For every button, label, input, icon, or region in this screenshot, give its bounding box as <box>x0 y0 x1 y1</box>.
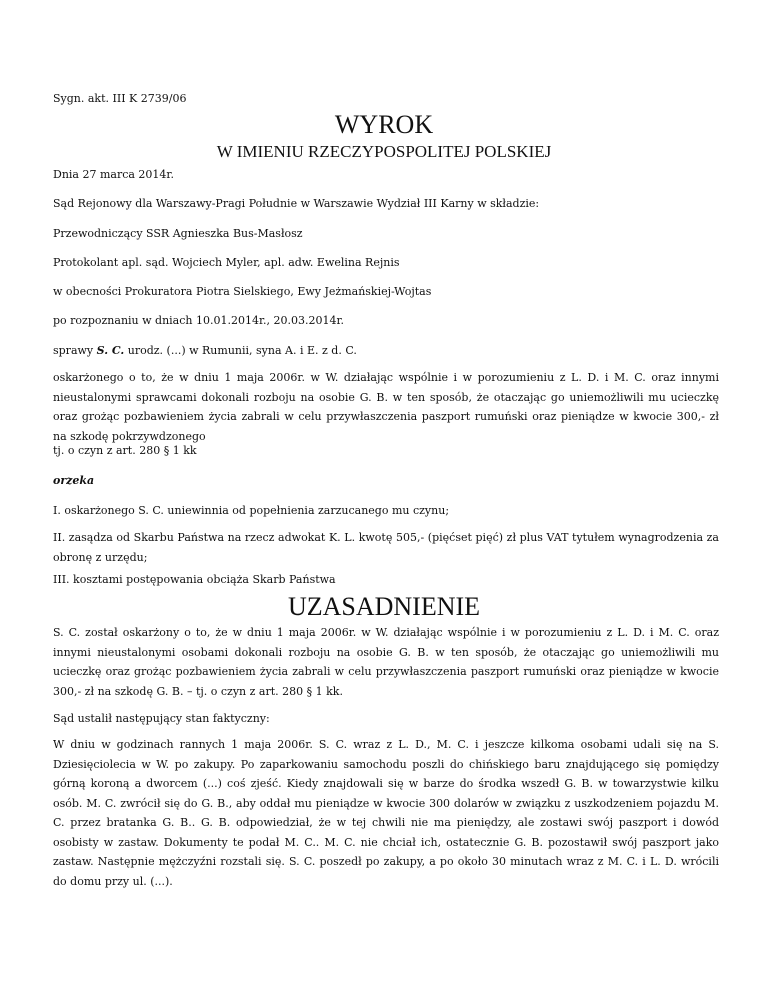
justification-paragraph: Sąd ustalił następujący stan faktyczny: <box>53 712 270 725</box>
justification-paragraph: S. C. został oskarżony o to, że w dniu 1 maja 2006r. w W. działając wspólnie i w porozumieniu z L. D. i M. C. oraz innymi nieustalonymi osobami dokonali rozboju na osobie G. B. w ten sposób, że otaczając go uniemożliwili mu ucieczkę oraz grożąc pozbawieniem życia zabrali w celu przywłaszczenia paszport rumuński oraz pieniądze w kwocie 300,- zł na szkodę G. B. – tj. o czyn z art. 280 § 1 kk. <box>53 626 719 698</box>
presiding-judge: Przewodniczący SSR Agnieszka Bus-Masłosz <box>53 227 303 240</box>
case-suffix: urodz. (...) w Rumunii, syna A. i E. z d. C. <box>124 344 357 357</box>
case-line <box>53 344 357 358</box>
justification-paragraph: W dniu w godzinach rannych 1 maja 2006r. S. C. wraz z L. D., M. C. i jeszcze kilkoma osobami udali się na S. Dziesięciolecia w W. po zakupy. Po zaparkowaniu samochodu poszli do chińskiego baru znajdującego się pomiędzy górną koroną a dworcem (...) coś zjeść. Kiedy znajdowali się w barze do środka wszedł G. B. w towarzystwie kilku osób. M. C. zwrócił się do G. B., aby oddał mu pieniądze w kwocie 300 dolarów w związku z uszkodzeniem pojazdu M. C. przez bratanka G. B.. G. B. odpowiedział, że w tej chwili nie ma pieniędzy, ale zostawi swój paszport i dowód osobisty w zastaw. Dokumenty te podał M. C.. M. C. nie chciał ich, ostatecznie G. B. pozostawił swój paszport jako zastaw. Następnie mężczyźni rozstali się. S. C. poszedł po zakupy, a po około 30 minutach wraz z M. C. i L. D. wrócili do domu przy ul. (...). <box>53 738 719 888</box>
case-signature: Sygn. akt. III K 2739/06 <box>53 92 187 105</box>
prosecutors: w obecności Prokuratora Piotra Sielskiego, Ewy Jeżmańskiej-Wojtas <box>53 285 432 298</box>
charge-article: tj. o czyn z art. 280 § 1 kk <box>53 444 197 457</box>
orzeka-heading: orzeka <box>53 474 95 487</box>
verdict-subtitle: W IMIENIU RZECZYPOSPOLITEJ POLSKIEJ <box>216 142 552 161</box>
verdict-title: WYROK <box>334 110 434 139</box>
case-prefix: sprawy <box>53 344 97 357</box>
hearing-dates: po rozpoznaniu w dniach 10.01.2014r., 20.03.2014r. <box>53 314 345 327</box>
ruling-item: III. kosztami postępowania obciąża Skarb Państwa <box>53 573 336 586</box>
ruling-item: I. oskarżonego S. C. uniewinnia od popełnienia zarzucanego mu czynu; <box>53 504 450 517</box>
charge-text: oskarżonego o to, że w dniu 1 maja 2006r. w W. działając wspólnie i w porozumieniu z L. D. i M. C. oraz innymi nieustalonymi sprawcami dokonali rozboju na osobie G. B. w ten sposób, że otaczając go uniemożliwili mu ucieczkę oraz grożąc pozbawieniem życia zabrali w celu przywłaszczenia paszport rumuński oraz pieniądze w kwocie 300,- zł na szkodę pokrzywdzonego <box>53 371 719 443</box>
defendant-name: S. C. <box>96 344 125 357</box>
verdict-date: Dnia 27 marca 2014r. <box>53 168 174 181</box>
ruling-item: II. zasądza od Skarbu Państwa na rzecz adwokat K. L. kwotę 505,- (pięćset pięć) zł plus VAT tytułem wynagrodzenia za obronę z urzędu; <box>53 531 719 564</box>
justification-title: UZASADNIENIE <box>287 592 481 621</box>
clerks: Protokolant apl. sąd. Wojciech Myler, apl. adw. Ewelina Rejnis <box>53 256 400 269</box>
court-composition: Sąd Rejonowy dla Warszawy-Pragi Południe w Warszawie Wydział III Karny w składzie: <box>53 197 540 210</box>
